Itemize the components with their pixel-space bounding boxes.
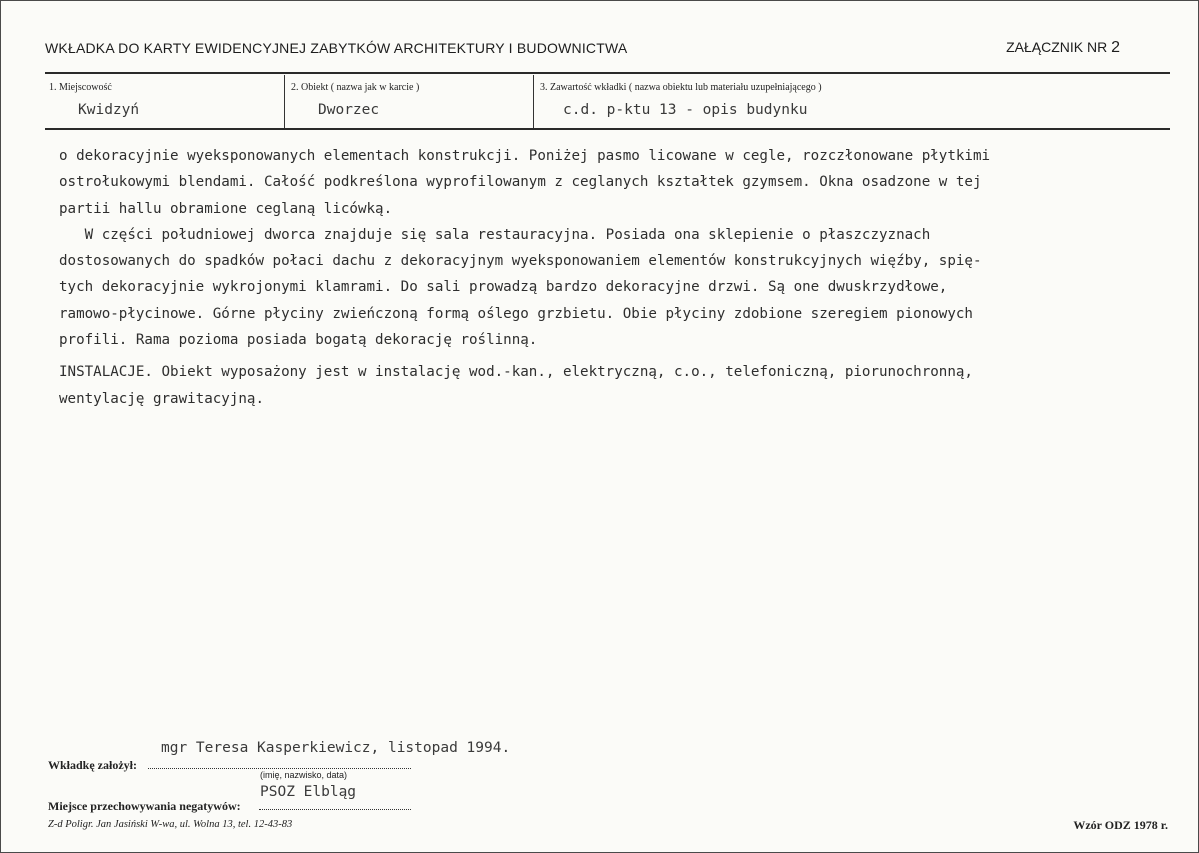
field-label-contents: 3. Zawartość wkładki ( nazwa obiektu lub materiału uzupełniającego )	[540, 82, 822, 93]
negatives-dotted-line	[259, 809, 411, 810]
author-hint: (imię, nazwisko, data)	[260, 770, 348, 780]
form-pattern: Wzór ODZ 1978 r.	[1073, 818, 1168, 832]
negatives-value: PSOZ Elbląg	[260, 784, 357, 800]
field-divider-2	[533, 75, 534, 129]
field-label-locality: 1. Miejscowość	[49, 82, 112, 93]
description-text	[59, 143, 1179, 412]
field-value-object: Dworzec	[318, 102, 380, 118]
description-line: ostrołukowymi blendami. Całość podkreślona wyprofilowanym z ceglanych kształtek gzymsem. Okna osadzone w tej	[59, 174, 982, 191]
printer-imprint: Z-d Poligr. Jan Jasiński W-wa, ul. Wolna 13, tel. 12-43-83	[48, 819, 293, 830]
form-title: WKŁADKA DO KARTY EWIDENCYJNEJ ZABYTKÓW ARCHITEKTURY I BUDOWNICTWA	[45, 40, 628, 56]
author-dotted-line	[148, 768, 411, 769]
negatives-label: Miejsce przechowywania negatywów:	[48, 799, 241, 813]
field-value-contents: c.d. p-ktu 13 - opis budynku	[563, 102, 808, 118]
description-line: o dekoracyjnie wyeksponowanych elementach konstrukcji. Poniżej pasmo licowane w cegle, rozczłonowane płytkimi	[59, 148, 991, 164]
description-line: wentylację grawitacyjną.	[59, 390, 264, 407]
annex-label-text: ZAŁĄCZNIK NR	[1006, 39, 1108, 55]
annex-label	[1006, 39, 1120, 57]
description-line: ramowo-płycinowe. Górne płyciny zwieńczoną formą oślego grzbietu. Obie płyciny zdobione szeregiem pionowych	[59, 305, 973, 322]
annex-number: 2	[1111, 39, 1120, 56]
description-line: INSTALACJE. Obiekt wyposażony jest w instalację wod.-kan., elektryczną, c.o., telefoniczną, piorunochronną,	[59, 364, 973, 381]
description-line: profili. Rama pozioma posiada bogatą dekorację roślinną.	[59, 332, 538, 349]
field-value-locality: Kwidzyń	[78, 102, 140, 118]
author-label: Wkładkę założył:	[48, 758, 137, 772]
field-divider-1	[284, 75, 285, 129]
description-line: partii hallu obramione ceglaną licówką.	[59, 200, 393, 217]
header-bottom-rule	[45, 128, 1170, 130]
field-label-object: 2. Obiekt ( nazwa jak w karcie )	[291, 82, 420, 93]
description-line: W części południowej dworca znajduje się sala restauracyjna. Posiada ona sklepienie o płaszczyznach	[59, 226, 931, 243]
header-top-rule	[45, 72, 1170, 74]
author-value: mgr Teresa Kasperkiewicz, listopad 1994.	[161, 740, 511, 756]
description-line: dostosowanych do spadków połaci dachu z dekoracyjnym wyeksponowaniem elementów konstrukcyjnych więźby, spię-	[59, 253, 982, 270]
description-line: tych dekoracyjnie wykrojonymi klamrami. Do sali prowadzą bardzo dekoracyjne drzwi. Są one dwuskrzydłowe,	[59, 279, 948, 296]
